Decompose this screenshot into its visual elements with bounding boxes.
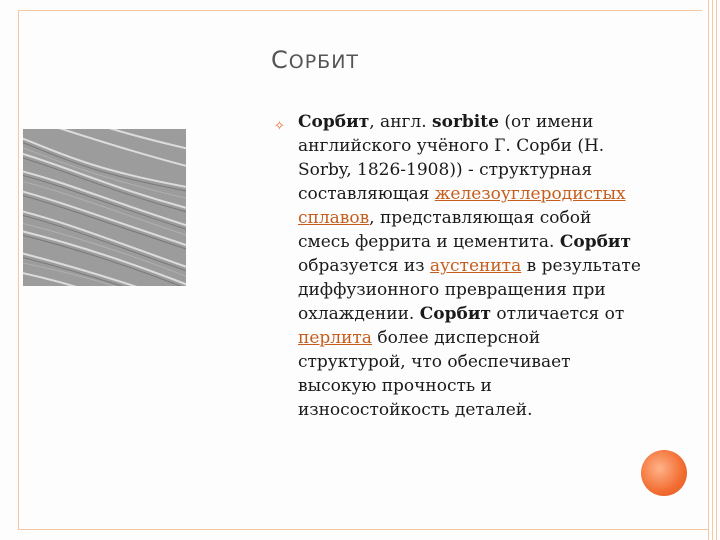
frame-right-line-2 (712, 0, 713, 540)
sorbite-micrograph-image (23, 129, 186, 286)
definition-paragraph (298, 110, 648, 422)
term-sorbit: Сорбит (419, 304, 491, 324)
title-first-letter: С (271, 46, 289, 74)
text-segment: отличается от (490, 304, 625, 324)
diamond-bullet-icon: ✧ (274, 119, 285, 134)
frame-right-line (708, 0, 709, 540)
frame-right-line-3 (716, 0, 717, 540)
frame-top-line (18, 10, 702, 11)
term-sorbit: Сорбит (298, 112, 370, 132)
text-segment: в результате диффузионного превращения при охлаждении. (298, 256, 641, 324)
text-segment: , англ. (369, 112, 433, 132)
text-segment: (от имени английского учёного Г. Сорби (H. Sorby, 1826-1908)) - структурная составляющая (298, 112, 605, 204)
term-sorbit: Сорбит (559, 232, 632, 252)
text-segment: , представляющая собой смесь феррита и цементита. (298, 208, 592, 252)
frame-left-line (18, 10, 19, 530)
term-sorbite-en: sorbite (432, 112, 499, 132)
title-rest: ОРБИТ (288, 51, 360, 73)
decorative-orange-circle (641, 450, 687, 496)
link-iron-carbon-alloys[interactable]: железоуглеродистых сплавов (298, 184, 626, 228)
slide-title (271, 46, 359, 74)
text-segment: образуется из (298, 256, 430, 276)
link-austenite[interactable]: аустенита (429, 256, 522, 276)
frame-bottom-line (18, 529, 708, 530)
link-pearlite[interactable]: перлита (298, 328, 372, 348)
text-segment: более дисперсной структурой, что обеспечивает высокую прочность и износостойкость деталей. (298, 328, 571, 420)
